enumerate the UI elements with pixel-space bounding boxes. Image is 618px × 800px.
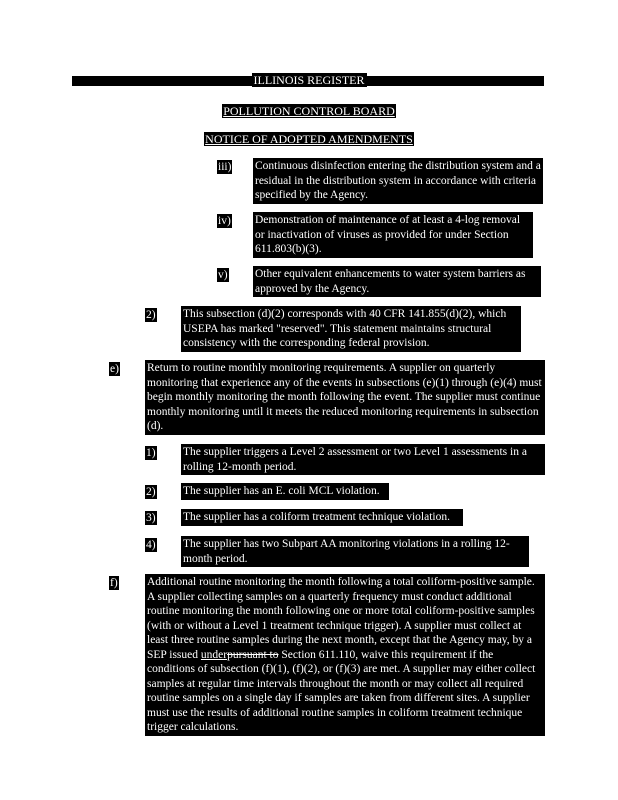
board-title-text: POLLUTION CONTROL BOARD	[223, 104, 395, 118]
item-e4-label: 4)	[146, 539, 156, 551]
item-f-text	[145, 574, 545, 736]
item-f-deleted: pursuant to	[227, 648, 279, 661]
item-e2-text: The supplier has an E. coli MCL violation.	[181, 483, 389, 500]
item-e-text: Return to routine monthly monitoring requirements. A supplier on quarterly monitoring that experience any of the events in subsections (e)(1) through (e)(4) must begin monthly monitoring the month following the event. The supplier must continue monthly monitoring until it meets the reduced monitoring requirements in subsection (d).	[145, 360, 545, 435]
item-e3-label: 3)	[146, 512, 156, 524]
item-e3-text: The supplier has a coliform treatment technique violation.	[181, 509, 463, 526]
item-e2-label: 2)	[146, 486, 156, 498]
register-title	[0, 73, 618, 87]
item-iii-text: Continuous disinfection entering the distribution system and a residual in the distribution system in accordance with criteria specified by the Agency.	[253, 158, 543, 204]
item-e1-text: The supplier triggers a Level 2 assessment or two Level 1 assessments in a rolling 12-month period.	[181, 444, 545, 475]
item-d2-text: This subsection (d)(2) corresponds with 40 CFR 141.855(d)(2), which USEPA has marked "reserved". This statement maintains structural consistency with the corresponding federal provision.	[181, 306, 521, 352]
item-iv-text: Demonstration of maintenance of at least a 4-log removal or inactivation of viruses as provided for under Section 611.803(b)(3).	[253, 212, 533, 258]
item-e4-text: The supplier has two Subpart AA monitoring violations in a rolling 12-month period.	[181, 536, 529, 567]
item-f-text-a: Additional routine monitoring the month following a total coliform-positive sample. A supplier collecting samples on a quarterly frequency must conduct additional routine monitoring the month following one or more total coliform-positive samples (with or without a Level 1 treatment technique trigger). A supplier must collect at least three routine samples during the next month, except that the Agency may, by a SEP issued	[147, 576, 535, 661]
item-v-text: Other equivalent enhancements to water system barriers as approved by the Agency.	[253, 266, 541, 297]
item-f-label: f)	[110, 577, 118, 589]
item-iv-label: iv)	[218, 215, 231, 227]
item-d2-label: 2)	[146, 309, 156, 321]
notice-title	[0, 132, 618, 146]
item-f-inserted: under	[200, 648, 228, 661]
item-e-label: e)	[110, 363, 119, 375]
board-title	[0, 104, 618, 118]
item-e1-label: 1)	[146, 447, 156, 459]
register-title-text: ILLINOIS REGISTER	[253, 73, 365, 87]
item-iii-label: iii)	[218, 161, 232, 173]
notice-title-text: NOTICE OF ADOPTED AMENDMENTS	[205, 132, 413, 146]
item-v-label: v)	[218, 269, 228, 281]
item-f-text-b: Section 611.110, waive this requirement if the conditions of subsection (f)(1), (f)(2), or (f)(3) are met. A supplier may either collect samples at regular time intervals throughout the month or may collect all required routine samples on a single day if samples are taken from different sites. A supplier must use the results of additional routine samples in coliform treatment technique trigger calculations.	[147, 648, 536, 733]
